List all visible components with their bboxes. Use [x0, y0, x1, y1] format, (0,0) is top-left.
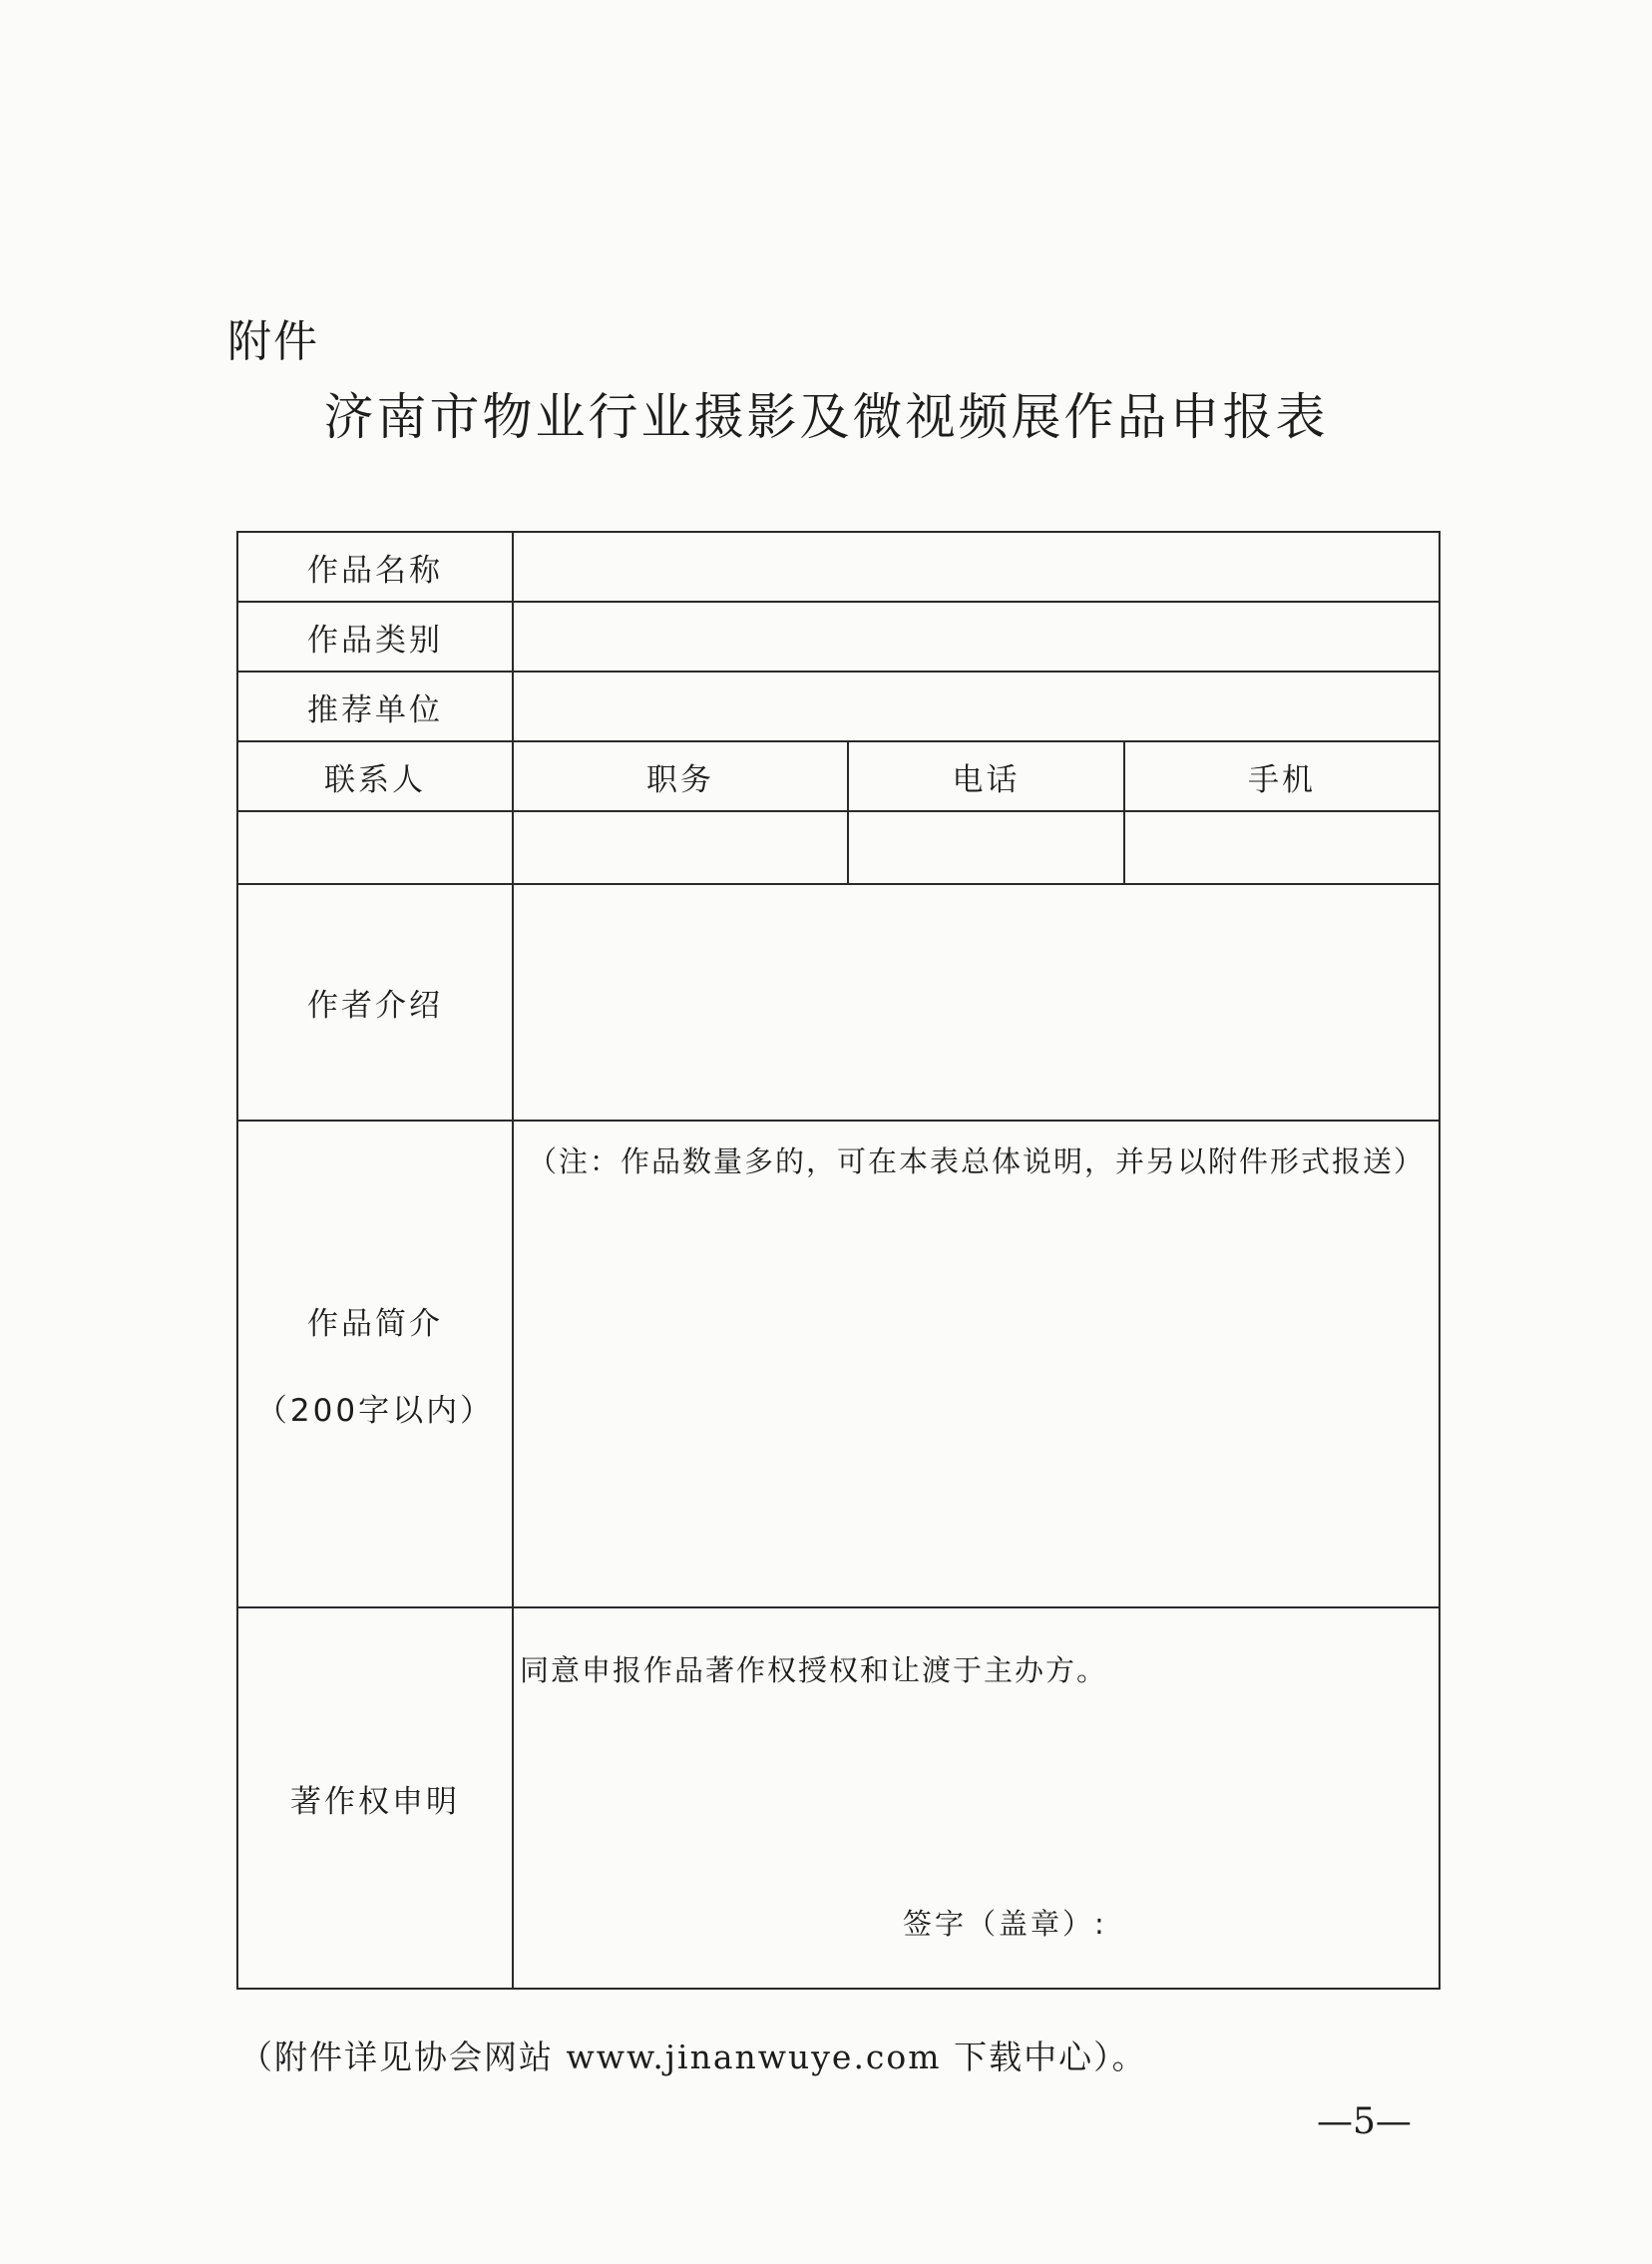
recommending-unit-field[interactable] — [513, 672, 1440, 741]
document-title: 济南市物业行业摄影及微视频展作品申报表 — [323, 388, 1329, 446]
work-intro-sublabel: （200字以内） — [255, 1393, 495, 1429]
recommending-unit-label: 推荐单位 — [237, 672, 513, 741]
page-number: —5— — [1317, 2101, 1412, 2142]
application-form-table — [236, 531, 1441, 1990]
signature-label: 签字（盖章）: — [903, 1907, 1107, 1941]
mobile-header: 手机 — [1124, 741, 1440, 811]
author-intro-row — [237, 884, 1440, 1121]
copyright-row — [237, 1607, 1440, 1989]
author-intro-field[interactable] — [513, 884, 1440, 1121]
phone-field[interactable] — [848, 811, 1124, 884]
copyright-label: 著作权申明 — [237, 1607, 513, 1989]
author-intro-label: 作者介绍 — [237, 884, 513, 1121]
work-intro-label-cell — [237, 1121, 513, 1607]
phone-header: 电话 — [848, 741, 1124, 811]
contact-person-field[interactable] — [237, 811, 513, 884]
work-intro-row — [237, 1121, 1440, 1607]
mobile-field[interactable] — [1124, 811, 1440, 884]
work-intro-field[interactable] — [513, 1121, 1440, 1607]
work-intro-note: （注：作品数量多的，可在本表总体说明，并另以附件形式报送） — [528, 1144, 1426, 1178]
work-name-row — [237, 532, 1440, 602]
recommending-unit-row — [237, 672, 1440, 741]
work-name-field[interactable] — [513, 532, 1440, 602]
contact-values-row — [237, 811, 1440, 884]
contact-person-header: 联系人 — [237, 741, 513, 811]
work-category-row — [237, 602, 1440, 672]
work-name-label: 作品名称 — [237, 532, 513, 602]
copyright-field[interactable] — [513, 1607, 1440, 1989]
attachment-label: 附件 — [227, 316, 319, 367]
work-category-field[interactable] — [513, 602, 1440, 672]
footnote: （附件详见协会网站 www.jinanwuye.com 下载中心）。 — [239, 2038, 1147, 2076]
position-field[interactable] — [513, 811, 848, 884]
work-category-label: 作品类别 — [237, 602, 513, 672]
copyright-statement: 同意申报作品著作权授权和让渡于主办方。 — [520, 1653, 1108, 1687]
position-header: 职务 — [513, 741, 848, 811]
contact-header-row — [237, 741, 1440, 811]
work-intro-label: 作品简介 — [307, 1306, 443, 1342]
